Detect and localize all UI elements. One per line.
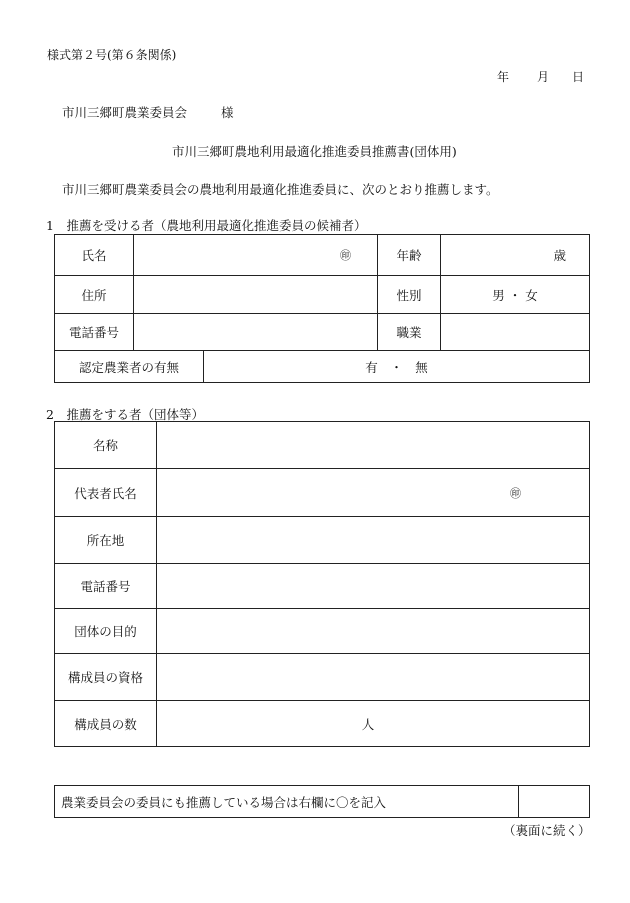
day-label: 日: [572, 70, 585, 84]
location-field[interactable]: [157, 517, 590, 564]
address-field[interactable]: [134, 276, 378, 314]
seal-mark: ㊞: [510, 486, 521, 500]
age-label: 年齢: [378, 235, 441, 276]
age-field[interactable]: [441, 235, 590, 276]
month-label: 月: [537, 70, 550, 84]
gender-label: 性別: [378, 276, 441, 314]
member-unit: 人: [361, 716, 375, 732]
dual-recommendation-table: [54, 785, 590, 818]
intro-text: 市川三郷町農業委員会の農地利用最適化推進委員に、次のとおり推薦します。: [62, 182, 499, 197]
year-label: 年: [497, 70, 510, 84]
representative-field[interactable]: [157, 469, 590, 517]
age-unit: 歳: [553, 248, 566, 263]
location-label: 所在地: [55, 517, 157, 564]
section1-heading: 1 推薦を受ける者（農地利用最適化推進委員の候補者）: [46, 218, 367, 233]
occupation-field[interactable]: [441, 314, 590, 351]
gender-options[interactable]: 男 ・ 女: [441, 276, 590, 314]
member-count-label: 構成員の数: [55, 701, 157, 747]
org-phone-field[interactable]: [157, 564, 590, 609]
purpose-label: 団体の目的: [55, 609, 157, 654]
certified-farmer-label: 認定農業者の有無: [55, 351, 204, 383]
phone-field[interactable]: [134, 314, 378, 351]
occupation-label: 職業: [378, 314, 441, 351]
candidate-table: [54, 234, 590, 351]
address-label: 住所: [55, 276, 134, 314]
continued-note: （裏面に続く）: [503, 823, 591, 838]
dual-recommendation-note: 農業委員会の委員にも推薦している場合は右欄に〇を記入: [55, 786, 519, 818]
recommender-table: [54, 421, 590, 747]
name-label: 氏名: [55, 235, 134, 276]
representative-label: 代表者氏名: [55, 469, 157, 517]
member-count-field[interactable]: [157, 701, 590, 747]
org-name-field[interactable]: [157, 422, 590, 469]
form-number-label: 様式第２号(第６条関係): [47, 48, 177, 62]
name-field[interactable]: [134, 235, 378, 276]
org-phone-label: 電話番号: [55, 564, 157, 609]
qualification-field[interactable]: [157, 654, 590, 701]
org-name-label: 名称: [55, 422, 157, 469]
phone-label: 電話番号: [55, 314, 134, 351]
section2-heading: 2 推薦をする者（団体等）: [46, 407, 204, 422]
certified-farmer-table: [54, 350, 590, 383]
addressee: 市川三郷町農業委員会: [62, 105, 188, 120]
certified-farmer-options[interactable]: 有 ・ 無: [204, 351, 590, 383]
document-title: 市川三郷町農地利用最適化推進委員推薦書(団体用): [172, 144, 457, 159]
qualification-label: 構成員の資格: [55, 654, 157, 701]
honorific: 様: [221, 105, 234, 120]
purpose-field[interactable]: [157, 609, 590, 654]
seal-mark: ㊞: [340, 249, 351, 262]
dual-recommendation-mark-field[interactable]: [519, 786, 590, 818]
